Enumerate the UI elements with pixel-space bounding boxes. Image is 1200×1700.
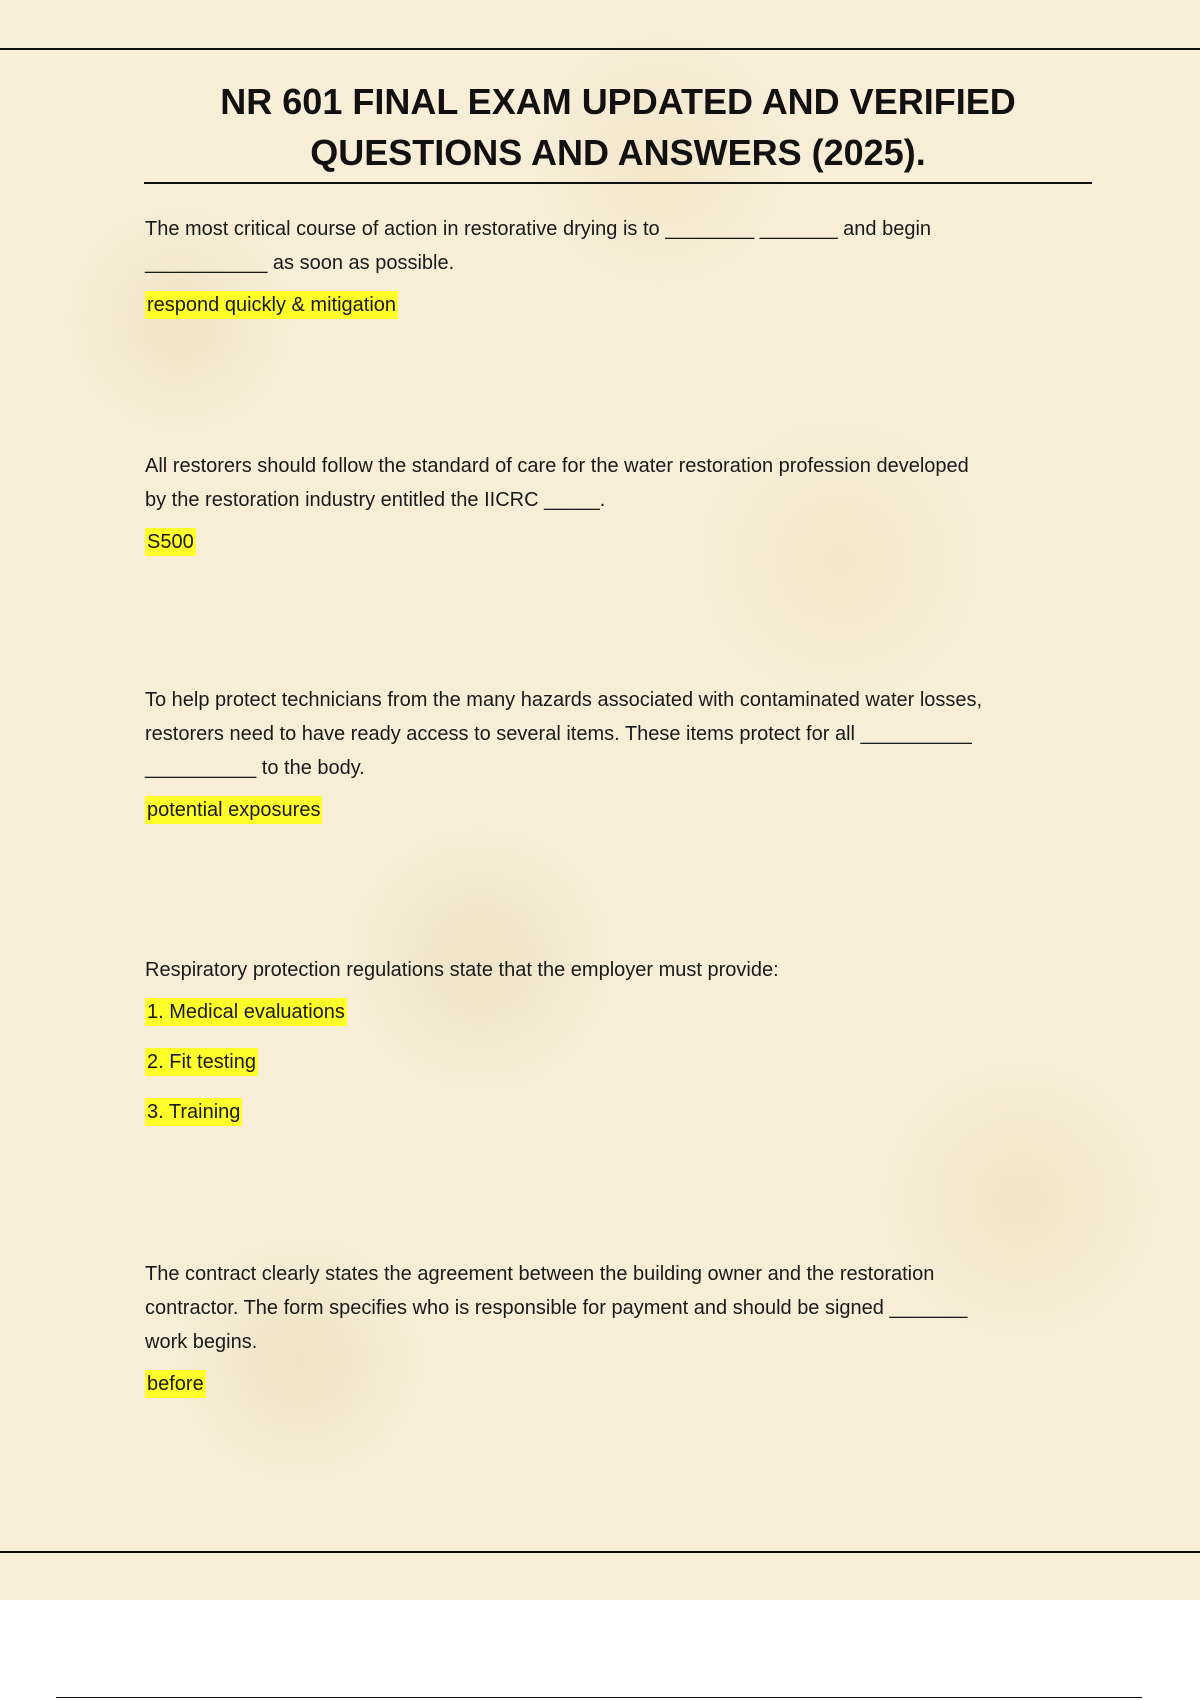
answer-line <box>145 517 1091 567</box>
question-line: Respiratory protection regulations state that the employer must provide: <box>145 959 779 981</box>
question-line: by the restoration industry entitled the IICRC _____. <box>145 489 606 511</box>
document-title-line-2: QUESTIONS AND ANSWERS (2025). <box>310 132 926 173</box>
answer-line <box>145 1087 1091 1137</box>
question-text <box>145 449 1091 517</box>
question-line: __________ to the body. <box>145 757 365 779</box>
answer-line <box>145 1037 1091 1087</box>
question-line: work begins. <box>145 1331 258 1353</box>
question-line: ___________ as soon as possible. <box>145 252 455 274</box>
question-line: The contract clearly states the agreement between the building owner and the restoration <box>145 1263 935 1285</box>
question-line: contractor. The form specifies who is responsible for payment and should be signed _______ <box>145 1297 968 1319</box>
question-line: To help protect technicians from the many hazards associated with contaminated water losses, <box>145 689 983 711</box>
answer-highlight: 1. Medical evaluations <box>145 998 347 1026</box>
title-underline <box>144 182 1092 184</box>
answer-line <box>145 987 1091 1037</box>
qa-item-3 <box>145 683 1091 835</box>
question-line: restorers need to have ready access to several items. These items protect for all __________ <box>145 723 972 745</box>
bottom-border-rule <box>0 1551 1200 1553</box>
answer-highlight: respond quickly & mitigation <box>145 291 398 319</box>
question-text <box>145 212 1091 280</box>
question-line: The most critical course of action in restorative drying is to ________ _______ and begin <box>145 218 932 240</box>
qa-item-2 <box>145 449 1091 567</box>
answer-highlight: potential exposures <box>145 796 322 824</box>
answer-highlight: 2. Fit testing <box>145 1048 258 1076</box>
title-block <box>145 76 1091 184</box>
qa-item-1 <box>145 212 1091 330</box>
document-title-line-1: NR 601 FINAL EXAM UPDATED AND VERIFIED <box>220 81 1016 122</box>
qa-item-4 <box>145 953 1091 1137</box>
document-title <box>145 76 1091 178</box>
answer-highlight: S500 <box>145 528 196 556</box>
qa-item-5 <box>145 1257 1091 1409</box>
answer-highlight: before <box>145 1370 206 1398</box>
top-border-rule <box>0 48 1200 50</box>
question-text <box>145 683 1091 785</box>
footer-rule <box>56 1697 1142 1698</box>
answer-highlight: 3. Training <box>145 1098 242 1126</box>
question-text <box>145 1257 1091 1359</box>
question-text <box>145 953 1091 987</box>
question-line: All restorers should follow the standard of care for the water restoration profession developed <box>145 455 969 477</box>
answer-line <box>145 1359 1091 1409</box>
answer-line <box>145 280 1091 330</box>
answer-line <box>145 785 1091 835</box>
